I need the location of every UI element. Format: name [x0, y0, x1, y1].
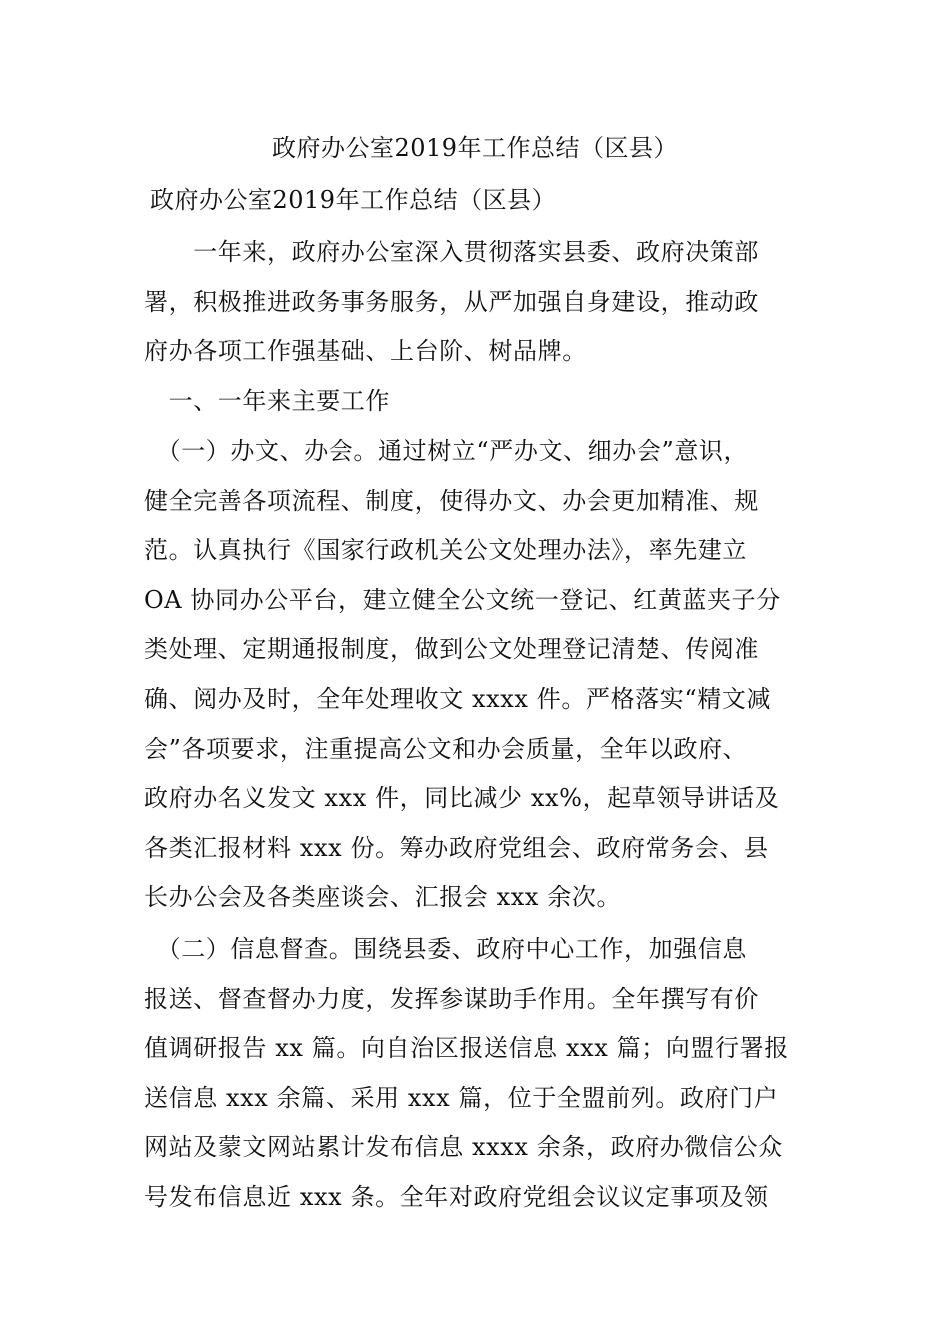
paragraph-line: 类处理、定期通报制度，做到公文处理登记清楚、传阅准 [144, 635, 759, 664]
paragraph-line: OA 协同办公平台，建立健全公文统一登记、红黄蓝夹子分 [144, 585, 781, 614]
intro-paragraph [144, 228, 824, 377]
section-heading-text: 一、一年来主要工作 [144, 387, 390, 415]
paragraph-line: 一年来，政府办公室深入贯彻落实县委、政府决策部 [144, 238, 759, 266]
paragraph-line: 长办公会及各类座谈会、汇报会 xxx 余次。 [144, 883, 622, 912]
paragraph-line: 送信息 xxx 余篇、采用 xxx 篇，位于全盟前列。政府门户 [144, 1083, 779, 1112]
section1-paragraph-2 [144, 925, 824, 1223]
paragraph-line: 号发布信息近 xxx 条。全年对政府党组会议议定事项及领 [144, 1182, 769, 1211]
paragraph-line: （一）办文、办会。通过树立“严办文、细办会”意识， [144, 437, 749, 465]
section-heading [144, 377, 824, 427]
document-title: 政府办公室2019年工作总结（区县） [271, 134, 679, 162]
paragraph-line: 府办各项工作强基础、上台阶、树品牌。 [144, 337, 587, 366]
paragraph-line: 会”各项要求，注重提高公文和办会质量，全年以政府、 [144, 734, 748, 763]
paragraph-line: 署，积极推进政务事务服务，从严加强自身建设，推动政 [144, 287, 759, 316]
paragraph-line: 范。认真执行《国家行政机关公文处理办法》，率先建立 [144, 536, 747, 565]
paragraph-line: 值调研报告 xx 篇。向自治区报送信息 xxx 篇；向盟行署报 [144, 1034, 789, 1063]
paragraph-line: 健全完善各项流程、制度，使得办文、办会更加精准、规 [144, 486, 759, 515]
paragraph-line: 网站及蒙文网站累计发布信息 xxxx 余条，政府办微信公众 [144, 1133, 783, 1162]
section1-paragraph-1 [144, 427, 824, 923]
paragraph-line: 政府办名义发文 xxx 件，同比减少 xx%，起草领导讲话及 [144, 784, 780, 813]
paragraph-line: 确、阅办及时，全年处理收文 xxxx 件。严格落实“精文减 [144, 684, 772, 713]
paragraph-line: （二）信息督查。围绕县委、政府中心工作，加强信息 [144, 935, 747, 963]
paragraph-line: 各类汇报材料 xxx 份。筹办政府党组会、政府常务会、县 [144, 833, 769, 862]
paragraph-line: 报送、督查督办力度，发挥参谋助手作用。全年撰写有价 [144, 984, 759, 1013]
document-subtitle: 政府办公室2019年工作总结（区县） [150, 186, 557, 214]
